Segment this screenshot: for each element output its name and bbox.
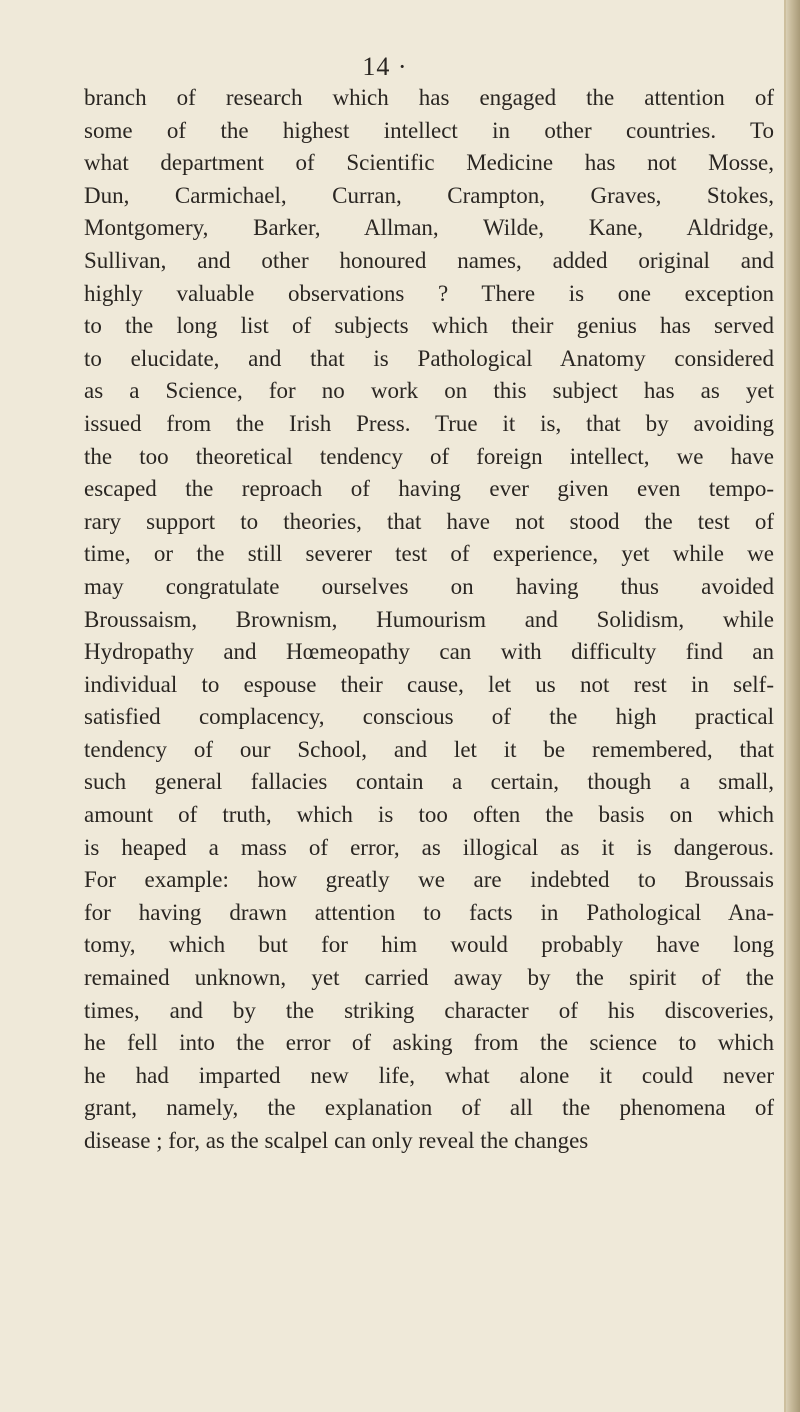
text-line: the too theoretical tendency of foreign intellect, we have bbox=[84, 443, 774, 469]
text-line: highly valuable observations ? There is one exception bbox=[84, 280, 774, 306]
text-line: tendency of our School, and let it be remembered, that bbox=[84, 736, 774, 762]
text-line: rary support to theories, that have not stood the test of bbox=[84, 508, 774, 534]
text-line: time, or the still severer test of experience, yet while we bbox=[84, 541, 774, 567]
text-line: he fell into the error of asking from the science to which bbox=[84, 1030, 774, 1056]
text-line: branch of research which has engaged the attention of bbox=[84, 85, 774, 110]
text-line: issued from the Irish Press. True it is, that by avoiding bbox=[84, 410, 774, 436]
text-line: Montgomery, Barker, Allman, Wilde, Kane, Aldridge, bbox=[84, 215, 774, 241]
text-line: to elucidate, and that is Pathological Anatomy considered bbox=[84, 345, 774, 371]
text-line: what department of Scientific Medicine has not Mosse, bbox=[84, 150, 774, 176]
text-line: for having drawn attention to facts in Pathological Ana- bbox=[84, 899, 774, 925]
text-line: disease ; for, as the scalpel can only reveal the changes bbox=[84, 1128, 589, 1153]
text-line: tomy, which but for him would probably have long bbox=[84, 932, 774, 958]
body-text bbox=[84, 82, 774, 1158]
text-line: is heaped a mass of error, as illogical as it is dangerous. bbox=[84, 834, 774, 860]
page-edge bbox=[786, 0, 800, 1412]
text-line: Dun, Carmichael, Curran, Crampton, Graves, Stokes, bbox=[84, 182, 774, 208]
text-line: For example: how greatly we are indebted to Broussais bbox=[84, 867, 774, 893]
text-line: as a Science, for no work on this subject has as yet bbox=[84, 378, 774, 404]
text-line: satisfied complacency, conscious of the high practical bbox=[84, 704, 774, 730]
text-line: Broussaism, Brownism, Humourism and Solidism, while bbox=[84, 606, 774, 632]
text-line: such general fallacies contain a certain, though a small, bbox=[84, 769, 774, 795]
text-line: escaped the reproach of having ever given even tempo- bbox=[84, 476, 774, 502]
text-line: times, and by the striking character of his discoveries, bbox=[84, 997, 774, 1023]
text-line: grant, namely, the explanation of all the phenomena of bbox=[84, 1095, 774, 1121]
text-line: may congratulate ourselves on having thus avoided bbox=[84, 573, 774, 599]
text-line: amount of truth, which is too often the basis on which bbox=[84, 802, 774, 828]
text-line: individual to espouse their cause, let us not rest in self- bbox=[84, 671, 774, 697]
text-line: some of the highest intellect in other countries. To bbox=[84, 117, 774, 143]
page-number: 14 · bbox=[362, 52, 408, 81]
text-line: remained unknown, yet carried away by the spirit of the bbox=[84, 965, 774, 991]
text-line: Sullivan, and other honoured names, added original and bbox=[84, 247, 774, 273]
text-line: he had imparted new life, what alone it could never bbox=[84, 1062, 774, 1088]
text-line: Hydropathy and Hœmeopathy can with difficulty find an bbox=[84, 639, 774, 665]
text-line: to the long list of subjects which their genius has served bbox=[84, 313, 774, 339]
